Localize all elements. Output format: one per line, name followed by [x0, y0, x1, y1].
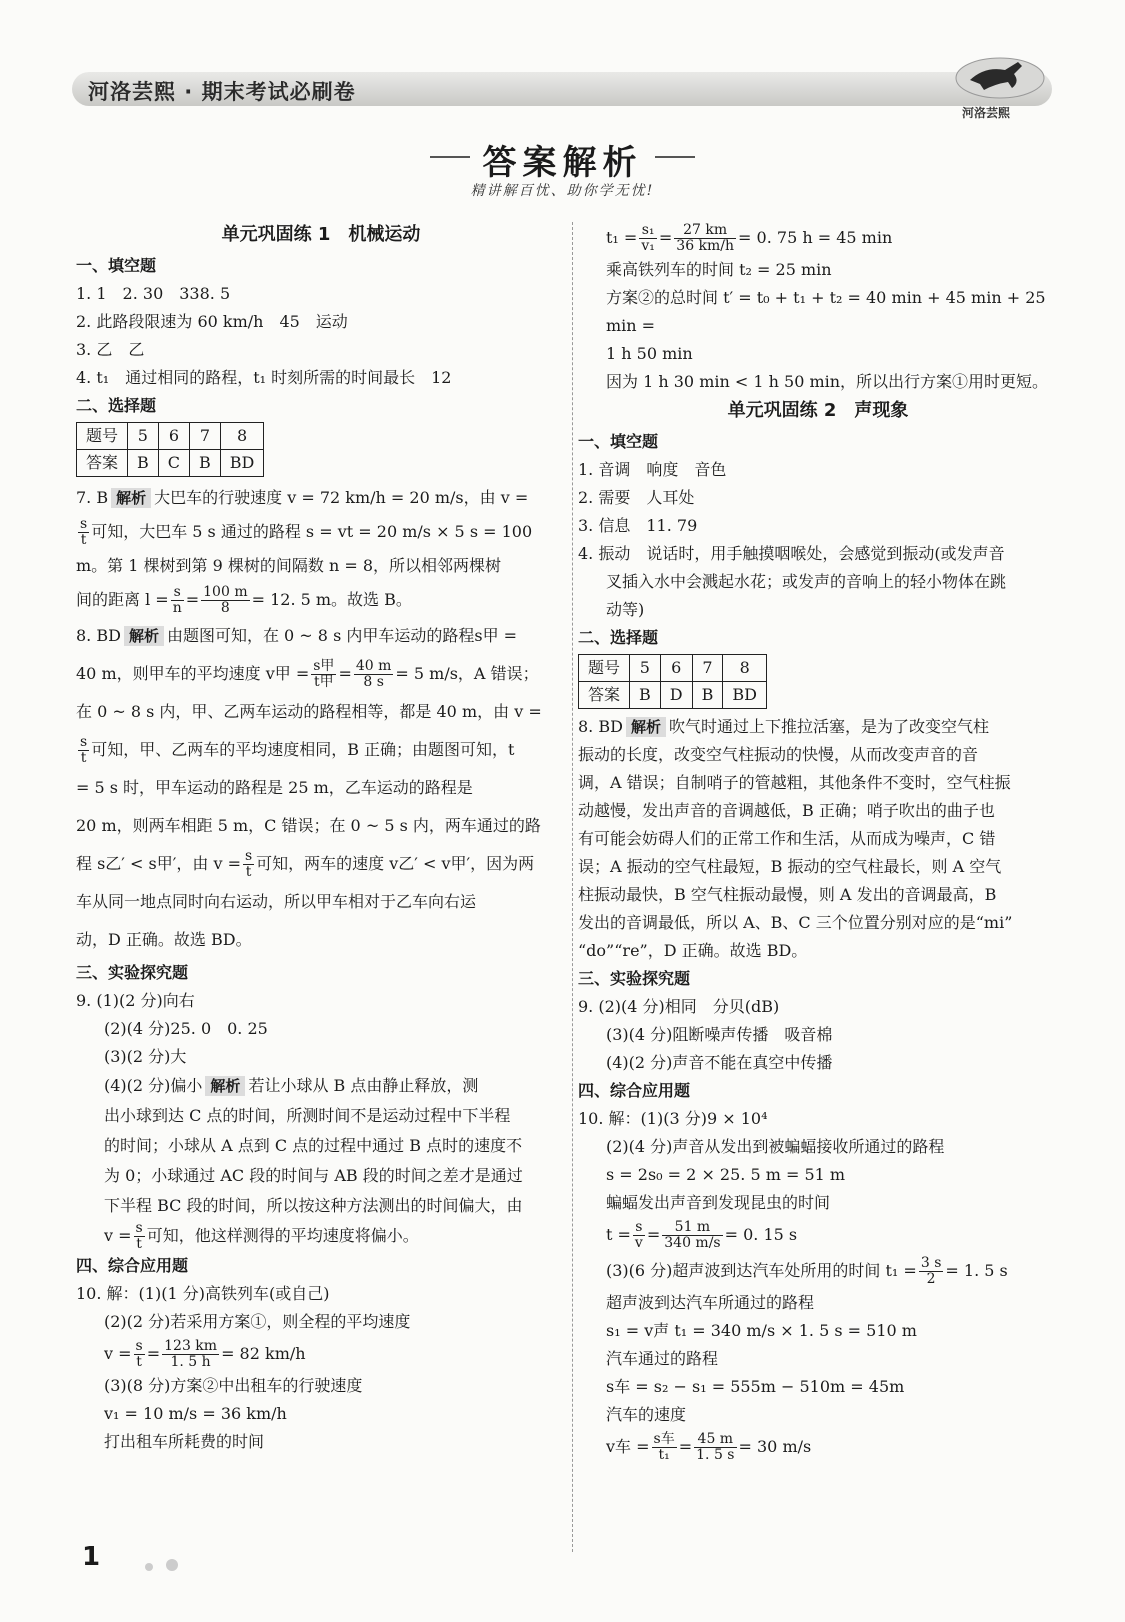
answer-line: 10. 解：(1)(3 分)9 × 10⁴	[578, 1109, 768, 1128]
numerator: 45 m	[694, 1432, 736, 1448]
text-line: 程 s乙′ < s甲′，由 v =	[76, 854, 241, 873]
text-line: v车 =	[606, 1437, 650, 1456]
fraction	[354, 659, 394, 690]
numerator: s	[244, 848, 253, 864]
answer-line: (2)(4 分)25. 0 0. 25	[104, 1019, 268, 1038]
fraction	[919, 1256, 944, 1287]
text-line: t₁ =	[606, 228, 638, 247]
text-line: 动越慢，发出声音的音调越低，B 正确；哨子吹出的曲子也	[578, 801, 995, 820]
answer-line: 叉插入水中会溅起水花；或发声的音响上的轻小物体在跳	[606, 572, 1007, 591]
formula-line: t₁ = $\frac{\text{s₁}}{\text{v₁}}$ = $\frac{27 km}{36 km/h}$ = 0. 75 h = 45 min	[606, 222, 893, 254]
answer-line: 乘高铁列车的时间 t₂ = 25 min	[606, 260, 832, 279]
numerator: 3 s	[920, 1255, 942, 1271]
subsection-title: 一、填空题	[76, 256, 157, 275]
table-cell: 5	[630, 655, 661, 682]
text-line: 下半程 BC 段的时间，所以按这种方法测出的时间偏大，由	[104, 1196, 523, 1215]
analysis-tag: 解析	[111, 488, 151, 508]
numerator: 51 m	[662, 1220, 722, 1236]
denominator: t	[80, 532, 87, 548]
text-line: 大巴车的行驶速度 v = 72 km/h = 20 m/s，由 v =	[154, 488, 529, 507]
answer-line: (3)(4 分)阻断噪声传播 吸音棉	[606, 1025, 833, 1044]
logo-text: 河洛芸熙	[962, 106, 1011, 120]
answer-line: 超声波到达汽车所通过的路程	[606, 1293, 815, 1312]
text-line: 可知，两车的速度 v乙′ < v甲′，因为两	[256, 854, 535, 873]
text-line: “do”“re”，D 正确。故选 BD。	[578, 941, 808, 960]
text-line: v =	[104, 1226, 132, 1245]
text-line: = 82 km/h	[221, 1344, 306, 1363]
numerator: s₁	[639, 223, 657, 239]
text-line: m。第 1 棵树到第 9 棵树的间隔数 n = 8，所以相邻两棵树	[76, 556, 502, 575]
text-line: = 1. 5 s	[945, 1261, 1008, 1280]
section-title: 单元巩固练 2 声现象	[727, 400, 909, 421]
denominator: 8 s	[363, 674, 384, 690]
table-cell: D	[660, 682, 692, 709]
denominator: t	[136, 1354, 142, 1370]
text-line: 若让小球从 B 点由静止释放，测	[248, 1076, 479, 1095]
text-line: 可知，甲、乙两车的平均速度相同，B 正确；由题图可知，t	[91, 740, 515, 759]
text-line: 动，D 正确。故选 BD。	[76, 930, 252, 949]
denominator: t	[245, 864, 252, 880]
answer-line: 4. t₁ 通过相同的路程，t₁ 时刻所需的时间最长 12	[76, 368, 452, 387]
denominator: v	[634, 1235, 643, 1251]
denominator: 1. 5 h	[170, 1354, 211, 1370]
answer-line: 2. 此路段限速为 60 km/h 45 运动	[76, 312, 348, 331]
answer-line: s = 2s₀ = 2 × 25. 5 m = 51 m	[606, 1165, 846, 1184]
numerator: s	[633, 1220, 645, 1236]
answer-line: 9. (1)(2 分)向右	[76, 991, 195, 1010]
subsection-title: 四、综合应用题	[76, 1256, 189, 1275]
denominator: t甲	[314, 674, 334, 690]
subsection-title: 四、综合应用题	[578, 1081, 691, 1100]
text-line: v =	[104, 1344, 132, 1363]
question-number: 7. B	[76, 488, 109, 507]
text-line: 由题图可知，在 0 ~ 8 s 内甲车运动的路程s甲 =	[166, 626, 518, 645]
numerator: 100 m	[203, 584, 248, 600]
formula-line: v车 = $\frac{\text{s车}}{\text{t₁}}$ = $\frac{45 m}{1. 5 s}$ = 30 m/s	[606, 1431, 812, 1463]
subsection-title: 三、实验探究题	[76, 963, 189, 982]
answer-line: 打出租车所耗费的时间	[104, 1432, 265, 1451]
section-title: 单元巩固练 1 机械运动	[221, 224, 421, 245]
question-number: 8. BD	[578, 717, 623, 736]
text-line: t =	[606, 1225, 631, 1244]
fraction	[639, 223, 657, 254]
fraction	[78, 517, 89, 548]
fraction	[652, 1432, 677, 1463]
table-cell: B	[692, 682, 723, 709]
text-line: = 0. 15 s	[724, 1225, 798, 1244]
text-line: (3)(6 分)超声波到达汽车处所用的时间 t₁ =	[606, 1261, 917, 1280]
denominator: t	[136, 1236, 142, 1252]
question-9-4-body	[76, 1101, 566, 1252]
answer-line: 10. 解：(1)(1 分)高铁列车(或自己)	[76, 1284, 330, 1303]
fraction	[243, 849, 254, 880]
dot-icon	[145, 1563, 153, 1571]
text-line: 有可能会妨碍人们的正常工作和生活，从而成为噪声，C 错	[578, 829, 996, 848]
left-column	[76, 220, 566, 1456]
text-line: = 30 m/s	[738, 1437, 812, 1456]
answer-line: 蝙蝠发出声音到发现昆虫的时间	[606, 1193, 831, 1212]
fraction	[633, 1220, 645, 1251]
fraction	[311, 659, 336, 690]
answer-line: (4)(2 分)声音不能在真空中传播	[606, 1053, 833, 1072]
answer-line: 4. 振动 说话时，用手触摸咽喉处，会感觉到振动(或发声音	[578, 544, 1005, 563]
text-line: 调，A 错误；自制哨子的管越粗，其他条件不变时，空气柱振	[578, 773, 1011, 792]
table-cell: 6	[660, 655, 692, 682]
title-line-right	[655, 156, 695, 158]
answer-line: (2)(2 分)若采用方案①，则全程的平均速度	[104, 1312, 411, 1331]
header-title: 河洛芸熙 · 期末考试必刷卷	[88, 80, 356, 104]
denominator: v₁	[641, 238, 655, 254]
text-line: 40 m，则甲车的平均速度 v甲 =	[76, 664, 310, 683]
text-line: 振动的长度，改变空气柱振动的快慢，从而改变声音的音	[578, 745, 979, 764]
analysis-tag: 解析	[626, 717, 666, 737]
page-number: 1	[82, 1542, 101, 1572]
table-cell: 答案	[77, 450, 128, 477]
fraction	[162, 1339, 219, 1370]
fraction	[662, 1220, 722, 1251]
question-9-4	[76, 1071, 566, 1101]
text-line: 20 m，则两车相距 5 m，C 错误；在 0 ~ 5 s 内，两车通过的路	[76, 816, 541, 835]
answer-line: 2. 需要 人耳处	[578, 488, 695, 507]
denominator: 1. 5 s	[696, 1447, 735, 1463]
denominator: 2	[926, 1271, 936, 1287]
table-cell: B	[128, 450, 159, 477]
column-divider	[572, 222, 573, 1552]
text-line: 发出的音调最低，所以 A、B、C 三个位置分别对应的是“mi”	[578, 913, 1013, 932]
denominator: t₁	[658, 1447, 670, 1463]
answer-line: 汽车通过的路程	[606, 1349, 719, 1368]
subsection-title: 一、填空题	[578, 432, 659, 451]
table-cell: 答案	[579, 682, 630, 709]
denominator: n	[172, 600, 182, 616]
numerator: 27 km	[674, 223, 736, 239]
page-subtitle: 精讲解百忧、助你学无忧!	[470, 183, 655, 199]
numerator: 123 km	[164, 1338, 218, 1354]
text-line: 柱振动最快，B 空气柱振动最慢，则 A 发出的音调最高，B	[578, 885, 997, 904]
table-cell: 6	[158, 423, 189, 450]
text-line: = 5 s 时，甲车运动的路程是 25 m，乙车运动的路程是	[76, 778, 473, 797]
dot-icon	[166, 1559, 178, 1571]
table-cell: B	[630, 682, 661, 709]
answer-line: 1. 音调 响度 音色	[578, 460, 727, 479]
formula-line	[578, 1253, 1058, 1289]
numerator: s甲	[313, 658, 335, 674]
table-cell: B	[190, 450, 221, 477]
text-line: 在 0 ~ 8 s 内，甲、乙两车运动的路程相等，都是 40 m，由 v =	[76, 702, 542, 721]
formula-line: t = $\frac{s}{v}$ = $\frac{51 m}{340 m/s}$ = 0. 15 s	[606, 1219, 798, 1251]
text-line: 可知，大巴车 5 s 通过的路程 s = vt = 20 m/s × 5 s = 100	[91, 522, 533, 541]
numerator: s	[135, 1220, 143, 1236]
table-cell: 题号	[77, 423, 128, 450]
denominator: 340 m/s	[664, 1235, 721, 1251]
answer-line: 动等)	[606, 600, 645, 619]
question-8: 8. BD 解析 由题图可知，在 0 ~ 8 s 内甲车运动的路程s甲 = 40 m，则甲车的平均速度 v甲 = $\frac{\text{s甲}}{\text{t甲}}$ = $\frac{40 m}{8 s}$ = 5 m/s，A 错误； 在 0 ~ 8 s 内，甲、乙两车运动的路程相等，都是 40 m，由 v = $\frac{s}{t}$ 可知，甲、乙两车的平均速度相同，B 正确；由题图可知，t = 5 s 时，甲车运动的路程是 25 m，乙车运动的路程是 20 m，则两车相距 5 m，C 错误；在 0 ~ 5 s 内，两车通过的路 程 s乙′ < s甲′，由 v = $\frac{s}{t}$ 可知，两车的速度 v乙′ < v甲′，因为两 车从同一地点同时向右运动，所以甲车相对于乙车向右运 动，D 正确。故选 BD。	[76, 617, 566, 959]
question-number: 8. BD	[76, 626, 121, 645]
fraction	[694, 1432, 736, 1463]
answer-line: 3. 乙 乙	[76, 340, 145, 359]
answer-line: s₁ = v声 t₁ = 340 m/s × 1. 5 s = 510 m	[606, 1321, 917, 1340]
answer-line: 1. 1 2. 30 338. 5	[76, 284, 231, 303]
text-line: 出小球到达 C 点的时间，所测时间不是运动过程中下半程	[104, 1106, 511, 1125]
question-8	[578, 713, 1058, 965]
subsection-title: 三、实验探究题	[578, 969, 691, 988]
text-line: = 12. 5 m。故选 B。	[251, 590, 412, 609]
answer-line: 因为 1 h 30 min < 1 h 50 min，所以出行方案①用时更短。	[606, 372, 1049, 391]
fraction	[134, 1339, 145, 1370]
text-line: 的时间；小球从 A 点到 C 点的过程中通过 B 点时的速度不	[104, 1136, 523, 1155]
denominator: t	[80, 750, 87, 766]
answer-line: s车 = s₂ − s₁ = 555m − 510m = 45m	[606, 1377, 905, 1396]
answer-line: 方案②的总时间 t′ = t₀ + t₁ + t₂ = 40 min + 45 min + 25 min =	[606, 288, 1046, 335]
table-cell: 7	[692, 655, 723, 682]
text-line: (4)(2 分)偏小	[104, 1076, 203, 1095]
answer-line: (2)(4 分)声音从发出到被蝙蝠接收所通过的路程	[606, 1137, 945, 1156]
table-cell: C	[158, 450, 189, 477]
answer-line: (3)(8 分)方案②中出租车的行驶速度	[104, 1376, 363, 1395]
answer-line: (3)(2 分)大	[104, 1047, 187, 1066]
denominator: 8	[220, 600, 230, 616]
text-line: = 5 m/s，A 错误；	[395, 664, 539, 683]
numerator: s	[80, 734, 88, 750]
text-line: 可知，他这样测得的平均速度将偏小。	[146, 1226, 419, 1245]
text-line: 吹气时通过上下推拉活塞，是为了改变空气柱	[668, 717, 989, 736]
text-line: 为 0；小球通过 AC 段的时间与 AB 段的时间之差才是通过	[104, 1166, 523, 1185]
analysis-tag: 解析	[205, 1076, 245, 1096]
subsection-title: 二、选择题	[578, 628, 659, 647]
table-cell: 5	[128, 423, 159, 450]
formula-line: v = $\frac{s}{t}$ = $\frac{123 km}{1. 5 h}$ = 82 km/h	[104, 1338, 306, 1370]
answer-table	[578, 654, 767, 709]
denominator: 36 km/h	[676, 238, 735, 254]
decorative-dots	[145, 1556, 186, 1575]
text-line: 车从同一地点同时向右运动，所以甲车相对于乙车向右运	[76, 892, 477, 911]
answer-line: 1 h 50 min	[606, 344, 693, 363]
answer-line: 汽车的速度	[606, 1405, 687, 1424]
analysis-tag: 解析	[124, 626, 164, 646]
right-column	[578, 220, 1058, 1465]
text-line: = 0. 75 h = 45 min	[738, 228, 893, 247]
question-7: 7. B 解析 大巴车的行驶速度 v = 72 km/h = 20 m/s，由 v = $\frac{s}{t}$ 可知，大巴车 5 s 通过的路程 s = vt = 20 m/s × 5 s = 100 m。第 1 棵树到第 9 棵树的间隔数 n = 8，所以相邻两棵树 间的距离 l = $\frac{s}{n}$ = $\frac{100 m}{8}$ = 12. 5 m。故选 B。	[76, 481, 566, 617]
numerator: s	[171, 585, 184, 601]
numerator: 40 m	[355, 658, 392, 674]
fraction	[171, 585, 184, 616]
answer-line: v₁ = 10 m/s = 36 km/h	[104, 1404, 287, 1423]
table-cell: 题号	[579, 655, 630, 682]
table-cell: 7	[190, 423, 221, 450]
answer-line: 3. 信息 11. 79	[578, 516, 698, 535]
answer-line: 9. (2)(4 分)相同 分贝(dB)	[578, 997, 780, 1016]
fraction	[674, 223, 736, 254]
fraction	[134, 1221, 145, 1252]
table-cell: 8	[220, 423, 264, 450]
subsection-title: 二、选择题	[76, 396, 157, 415]
text-line: 误；A 振动的空气柱最短，B 振动的空气柱最长，则 A 空气	[578, 857, 1002, 876]
table-cell: 8	[723, 655, 767, 682]
numerator: s	[80, 516, 88, 532]
numerator: s	[135, 1338, 143, 1354]
table-cell: BD	[220, 450, 264, 477]
page-title: 答案解析	[482, 143, 643, 183]
text-line: 间的距离 l =	[76, 590, 169, 609]
numerator: s车	[653, 1431, 675, 1447]
fraction	[201, 585, 249, 616]
table-cell: BD	[723, 682, 767, 709]
answer-table	[76, 422, 264, 477]
fraction	[78, 735, 89, 766]
